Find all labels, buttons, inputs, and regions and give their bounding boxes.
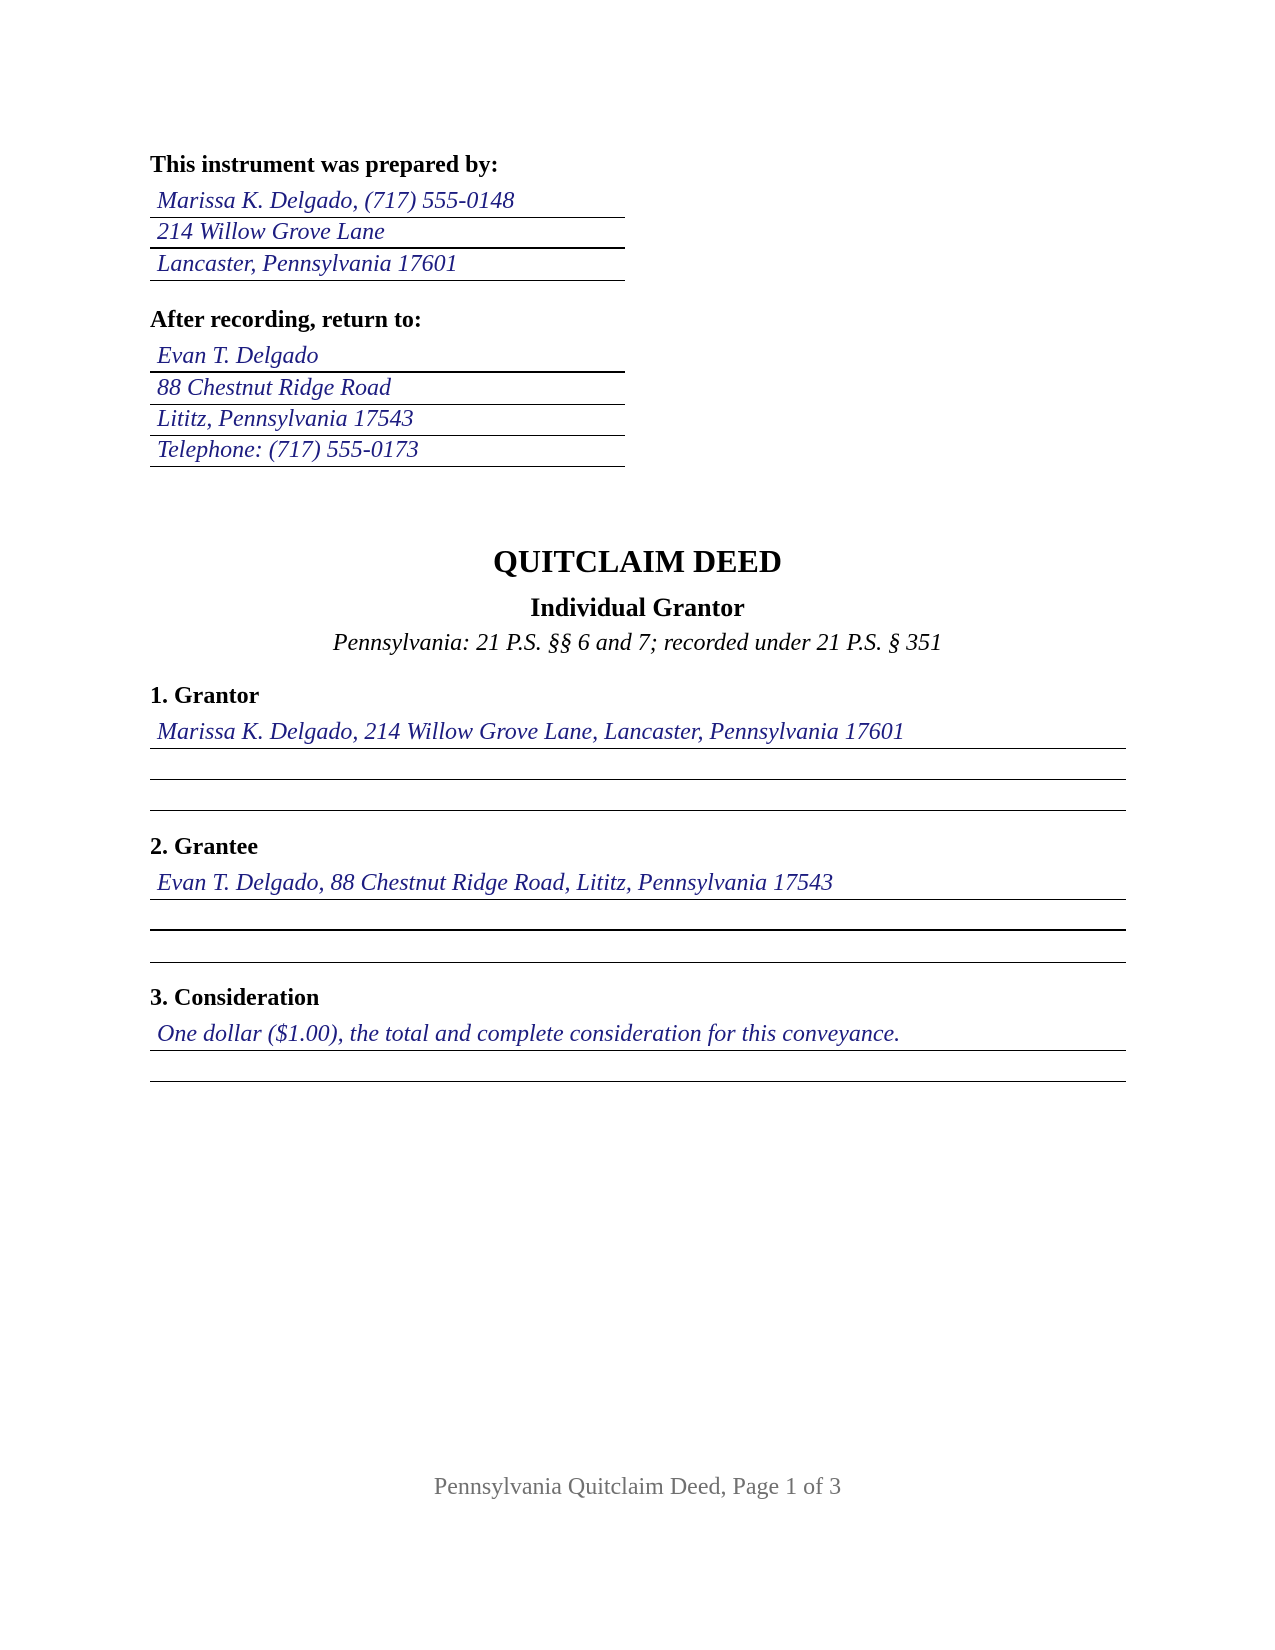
grantee-line-1[interactable]: Evan T. Delgado, 88 Chestnut Ridge Road, Lititz, Pennsylvania 17543 [150,869,1126,900]
consideration-line-1[interactable]: One dollar ($1.00), the total and complete consideration for this conveyance. [150,1020,1126,1051]
return-to-name-field[interactable]: Evan T. Delgado [150,342,625,373]
grantor-heading: 1. Grantor [150,683,260,709]
grantee-line-2[interactable] [150,900,1126,931]
consideration-line-2[interactable] [150,1051,1126,1082]
grantor-line-1[interactable]: Marissa K. Delgado, 214 Willow Grove Lane, Lancaster, Pennsylvania 17601 [150,718,1126,749]
return-to-street-field[interactable]: 88 Chestnut Ridge Road [150,374,625,405]
grantee-heading: 2. Grantee [150,834,258,860]
return-to-city-field[interactable]: Lititz, Pennsylvania 17543 [150,405,625,436]
prepared-by-street-field[interactable]: 214 Willow Grove Lane [150,218,625,249]
document-title: QUITCLAIM DEED [493,543,782,579]
grantor-line-3[interactable] [150,780,1126,811]
page-footer: Pennsylvania Quitclaim Deed, Page 1 of 3 [433,1474,842,1500]
statute-citation: Pennsylvania: 21 P.S. §§ 6 and 7; recorded under 21 P.S. § 351 [332,630,943,656]
prepared-by-label: This instrument was prepared by: [150,152,499,178]
document-subtitle: Individual Grantor [530,593,745,622]
prepared-by-name-field[interactable]: Marissa K. Delgado, (717) 555-0148 [150,187,625,218]
grantee-line-3[interactable] [150,932,1126,963]
grantor-line-2[interactable] [150,749,1126,780]
return-to-telephone-field[interactable]: Telephone: (717) 555-0173 [150,436,625,467]
consideration-heading: 3. Consideration [150,985,320,1011]
prepared-by-city-field[interactable]: Lancaster, Pennsylvania 17601 [150,250,625,281]
return-to-label: After recording, return to: [150,307,422,333]
